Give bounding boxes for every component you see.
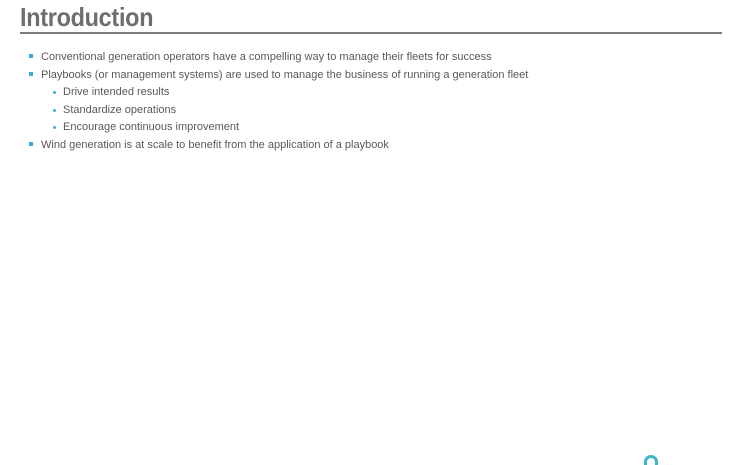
- bullet-text: Wind generation is at scale to benefit from the application of a playbook: [41, 138, 389, 151]
- bullet-list: [0, 49, 740, 155]
- bullet-text: Conventional generation operators have a compelling way to manage their fleets for success: [41, 51, 492, 63]
- dot-bullet-icon: [53, 126, 56, 129]
- bullet-item: [0, 67, 740, 85]
- sub-bullet-item: [0, 119, 740, 137]
- slide-title: Introduction: [20, 2, 154, 32]
- dot-bullet-icon: [53, 91, 56, 94]
- square-bullet-icon: [29, 54, 33, 58]
- square-bullet-icon: [29, 142, 33, 146]
- bullet-text: Drive intended results: [63, 86, 170, 99]
- sub-bullet-item: [0, 84, 740, 102]
- bullet-text: Playbooks (or management systems) are used to manage the business of running a generation fleet: [41, 68, 529, 81]
- bullet-text: Standardize operations: [63, 103, 177, 116]
- dot-bullet-icon: [53, 109, 56, 112]
- sub-bullet-item: [0, 102, 740, 120]
- square-bullet-icon: [29, 72, 33, 76]
- title-divider: [20, 32, 722, 34]
- bullet-item: [0, 49, 740, 67]
- bullet-item: [0, 137, 740, 155]
- logo-icon: [644, 455, 658, 465]
- bullet-text: Encourage continuous improvement: [63, 121, 240, 134]
